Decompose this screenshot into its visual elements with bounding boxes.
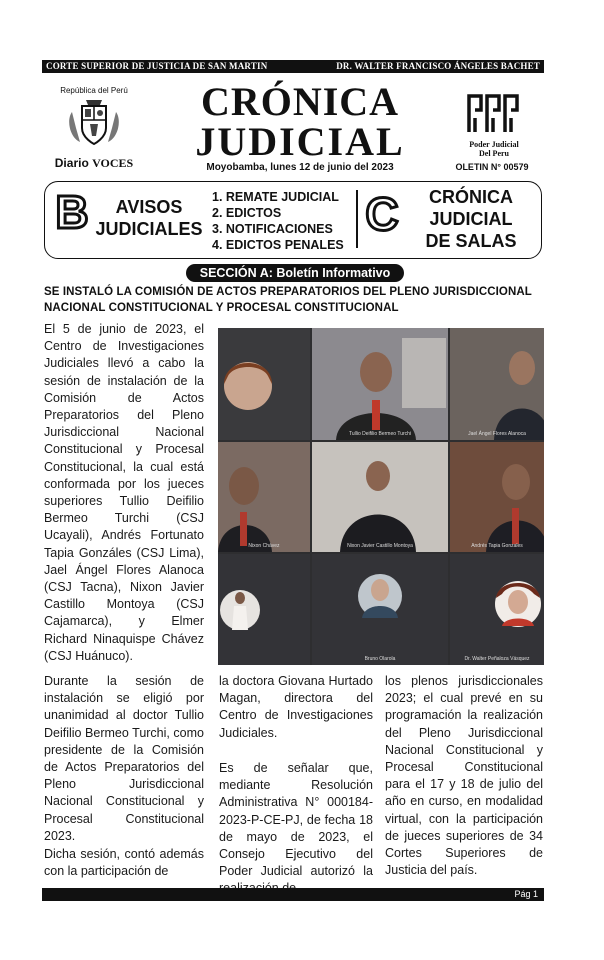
dateline: Moyobamba, lunes 12 de junio del 2023 bbox=[206, 162, 394, 173]
salas-line2: JUDICIAL bbox=[429, 209, 513, 229]
participant-tile bbox=[218, 328, 310, 440]
article-paragraph: los plenos jurisdiccionales 2023; el cual prevé en su programación la realización del Pleno Jurisdiccional Nacional Constitucional y Procesal Constitucional para el 17 y 18 de julio del año en curso, en modalidad virtual, con la participación de jueces superiores de 34 Cortes Superiores de Justicia del país. bbox=[385, 674, 543, 878]
pj-line1: Poder Judicial bbox=[469, 140, 519, 149]
participant-caption: Dr. Walter Peñaloza Vásquez bbox=[464, 656, 530, 662]
diario-voces-logo bbox=[44, 156, 144, 171]
page-number: Pág 1 bbox=[514, 889, 538, 899]
person-icon bbox=[312, 554, 448, 665]
person-icon bbox=[450, 442, 544, 552]
republica-label: República del Perú bbox=[60, 86, 128, 95]
participant-tile bbox=[312, 554, 448, 665]
person-icon bbox=[312, 442, 448, 552]
top-banner bbox=[42, 60, 544, 73]
article-paragraph: la doctora Giovana Hurtado Magan, directora del Centro de Investigaciones Judiciales. bbox=[219, 674, 373, 740]
person-icon bbox=[312, 328, 448, 440]
diario-name: VOCES bbox=[92, 156, 134, 170]
cronica-salas-title bbox=[408, 186, 534, 252]
president-name: DR. WALTER FRANCISCO ÁNGELES BACHET bbox=[336, 61, 540, 71]
section-divider bbox=[356, 190, 358, 248]
participant-caption: Jael Ángel Flores Alanoca bbox=[468, 431, 526, 437]
person-icon bbox=[218, 554, 310, 665]
masthead-title-line1: CRÓNICA bbox=[200, 79, 400, 124]
poder-judicial-logo-icon bbox=[465, 92, 521, 136]
section-c-letter: C bbox=[365, 188, 399, 240]
person-icon bbox=[450, 328, 544, 440]
article-paragraph: El 5 de junio de 2023, el Centro de Investigaciones Judiciales llevó a cabo la sesión de instalación de la Comisión de Actos Preparatorios del Pleno Jurisdiccional Nacional Constitucional y Procesal Constitucional, la cual está conformada por los jueces superiores Tullio Deifilio Bermeo Turchi (CSJ Ucayali), Andrés Fortunato Tapia Gonzáles (CSJ Lima), Jael Ángel Flores Alanoca (CSJ Tacna), Nixon Javier Castillo Montoya (CSJ Cajamarca), y Elmer Richard Ninaquispe Chávez (CSJ Huánuco). bbox=[44, 322, 204, 663]
section-badge: SECCIÓN A: Boletín Informativo bbox=[186, 264, 404, 282]
diario-prefix: Diario bbox=[54, 156, 89, 170]
participant-tile bbox=[312, 442, 448, 552]
list-item: 3. NOTIFICACIONES bbox=[212, 222, 333, 236]
salas-line1: CRÓNICA bbox=[429, 187, 513, 207]
article-paragraph: Durante la sesión de instalación se eligió por unanimidad al doctor Tullio Deifilio Bermeo Turchi, como presidente de la Comisión de Actos Preparatorios del Pleno Jurisdiccional Nacional Constitucional y Procesal Constitucional 2023. bbox=[44, 674, 204, 843]
article-paragraph: Es de señalar que, mediante Resolución Administrativa N° 000184-2023-P-CE-PJ, de fecha 18 de mayo de 2023, el Consejo Ejecutivo del Poder Judicial autorizó la bbox=[219, 761, 373, 879]
section-b-letter: B bbox=[55, 186, 89, 238]
participant-caption: Nixon Javier Castillo Montoya bbox=[347, 543, 413, 549]
court-name: CORTE SUPERIOR DE JUSTICIA DE SAN MARTIN bbox=[46, 61, 268, 71]
article-paragraph: Dicha sesión, contó además con la participación de bbox=[44, 847, 204, 879]
participant-tile bbox=[450, 442, 544, 552]
participant-tile bbox=[312, 328, 448, 440]
pj-line2: Del Peru bbox=[479, 149, 509, 158]
participant-caption: Bruno Olarola bbox=[364, 656, 396, 662]
poder-judicial-name bbox=[446, 140, 542, 158]
participant-caption: Tullio Deifilio Bermeo Turchi bbox=[348, 431, 412, 437]
article-headline: SE INSTALÓ LA COMISIÓN DE ACTOS PREPARATORIOS DEL PLENO JURISDICCIONAL NACIONAL CONSTITUCIONAL Y PROCESAL CONSTITUCIONAL bbox=[44, 286, 532, 314]
salas-line3: DE SALAS bbox=[425, 231, 517, 251]
person-icon bbox=[218, 442, 310, 552]
footer-bar bbox=[42, 888, 544, 901]
participant-tile bbox=[450, 328, 544, 440]
national-emblem-block bbox=[44, 86, 144, 176]
list-item: 4. EDICTOS PENALES bbox=[212, 238, 344, 252]
masthead-title-line2: JUDICIAL bbox=[195, 119, 405, 164]
participant-tile bbox=[218, 554, 310, 665]
avisos-line2: JUDICIALES bbox=[95, 219, 203, 239]
participant-tile bbox=[218, 442, 310, 552]
participant-caption: Nixon Chávez bbox=[248, 543, 280, 549]
avisos-line1: AVISOS bbox=[115, 197, 183, 217]
person-icon bbox=[450, 554, 544, 665]
participant-tile bbox=[450, 554, 544, 665]
video-call-photo bbox=[218, 328, 544, 665]
avisos-judiciales-title bbox=[92, 196, 206, 240]
person-icon bbox=[218, 328, 310, 440]
list-item: 2. EDICTOS bbox=[212, 206, 282, 220]
coat-of-arms-icon bbox=[66, 98, 122, 148]
boletin-number: OLETIN N° 00579 bbox=[455, 162, 529, 172]
participant-caption: Andrés Tapia Gonzales bbox=[471, 543, 523, 549]
avisos-list bbox=[212, 189, 362, 253]
list-item: 1. REMATE JUDICIAL bbox=[212, 190, 339, 204]
